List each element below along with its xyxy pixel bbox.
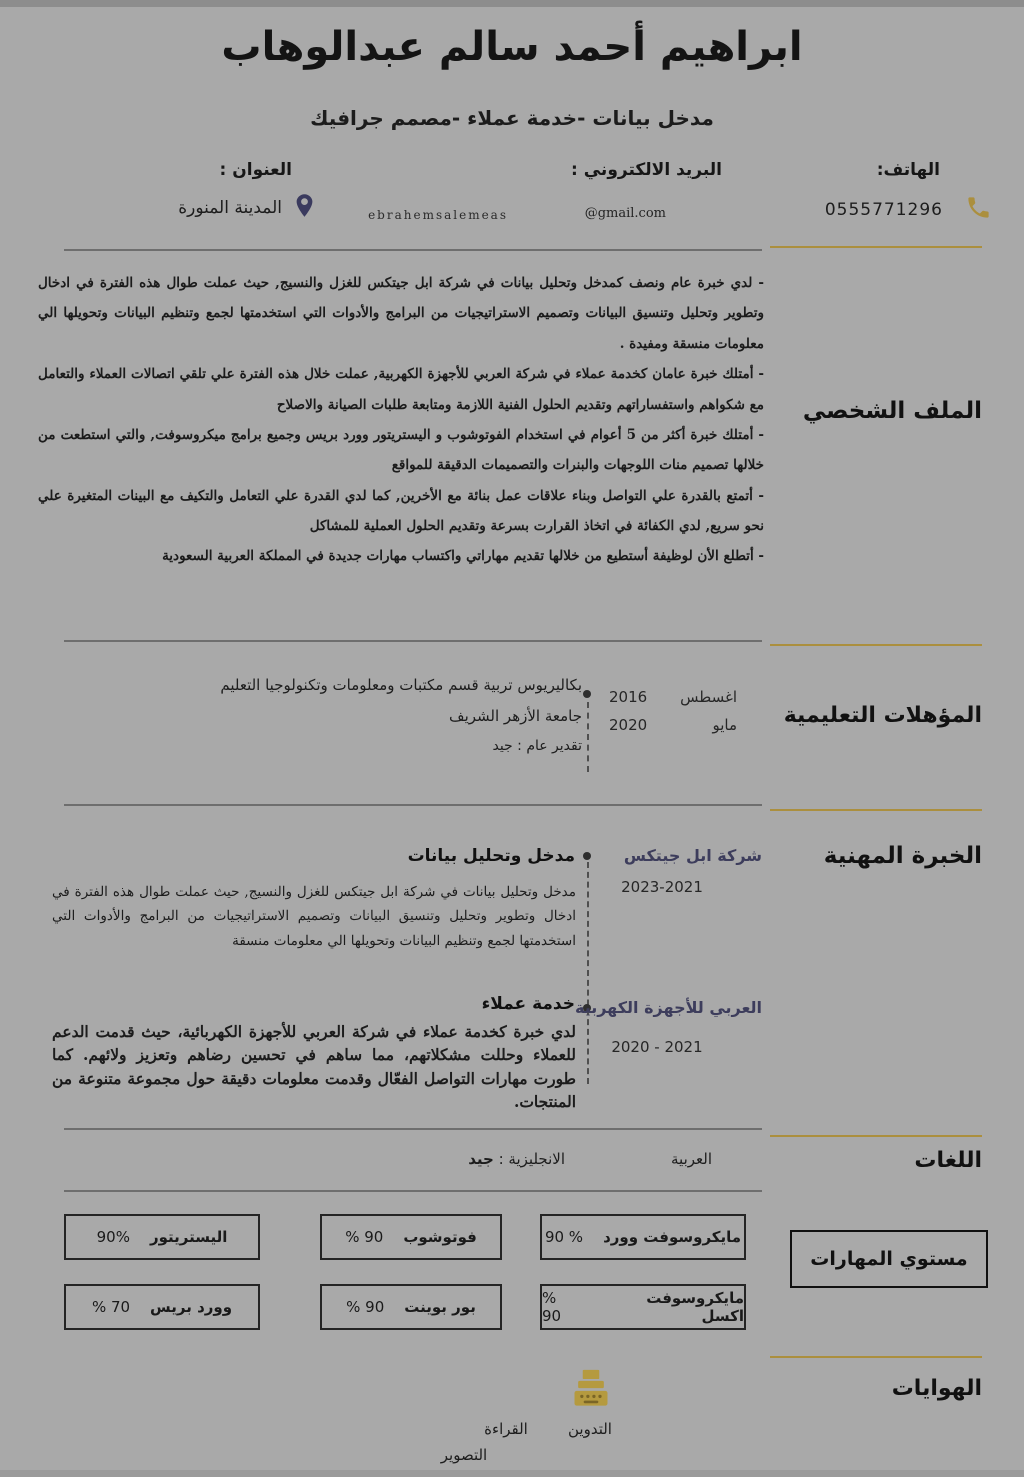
- job-company: العربي للأجهزة الكهربية: [574, 998, 762, 1017]
- education-dates: [609, 688, 737, 744]
- skill-box-photoshop: [320, 1214, 502, 1260]
- job-title: خدمة عملاء: [481, 994, 575, 1014]
- gray-divider: [64, 1190, 762, 1192]
- skill-label: اليستريتور: [149, 1228, 228, 1246]
- skill-label: مايكروسوفت وورد: [603, 1228, 742, 1246]
- gold-divider: [770, 1135, 982, 1137]
- location-pin-icon: [291, 192, 318, 219]
- job-dates: 2023-2021: [621, 878, 703, 896]
- skill-value: % 90: [542, 1289, 562, 1325]
- language-english: [468, 1150, 565, 1168]
- phone-label: الهاتف:: [876, 160, 940, 180]
- section-heading-experience: الخبرة المهنية: [823, 843, 982, 869]
- education-start-month: اغسطس: [680, 688, 737, 706]
- email-label: البريد الالكتروني :: [571, 160, 722, 180]
- skill-value: % 70: [91, 1298, 131, 1316]
- skill-label: بور بوينت: [404, 1298, 476, 1316]
- section-heading-education: المؤهلات التعليمية: [783, 703, 982, 728]
- timeline-dashed-line: [587, 862, 589, 1084]
- skill-value: 90 %: [544, 1228, 584, 1246]
- skill-box-wordpress: [64, 1284, 260, 1330]
- address-value: المدينة المنورة: [178, 198, 282, 218]
- timeline-dot: [583, 690, 591, 698]
- profile-bullet: - أمتلك خبرة عامان كخدمة عملاء في شركة العربي للأجهزة الكهربية, عملت خلال هذه الفترة علي تلقي اتصالات العملاء والتعامل مع شكواهم واستفساراتهم وتقديم الحلول الفنية اللازمة ومتابعة طلبات الصيانة والاصلاح: [38, 366, 764, 413]
- job-subtitle: مدخل بيانات -خدمة عملاء -مصمم جرافيك: [310, 106, 714, 130]
- phone-value: 0555771296: [824, 200, 943, 220]
- skill-value: % 90: [346, 1298, 385, 1316]
- skill-label: فوتوشوب: [403, 1228, 477, 1246]
- gold-divider: [770, 644, 982, 646]
- job-description: مدخل وتحليل بيانات في شركة ابل جيتكس للغزل والنسيج, حيث عملت طوال هذه الفترة في ادخال وتطوير وتحليل وتنسيق البيانات وتصميم الاستراتيجيات من البرامج والأدوات التي استخدمتها لجمع وتنظيم البيانات وتحويلها الي معلومات منسقة: [52, 884, 576, 949]
- language-english-label: الانجليزية :: [498, 1150, 565, 1168]
- profile-bullet: - لدي خبرة عام ونصف كمدخل وتحليل بيانات في شركة ابل جيتكس للغزل والنسيج, حيث عملت طوال هذه الفترة في ادخال وتطوير وتحليل وتنسيق البيانات وتصميم الاستراتيجيات من البرامج والأدوات التي استخدمتها لجمع وتنظيم البيانات وتحويلها الي معلومات منسقة ومفيدة .: [38, 275, 764, 352]
- timeline-dashed-line: [587, 702, 589, 772]
- skill-label: مايكروسوفت اكسل: [646, 1289, 744, 1325]
- gold-divider: [770, 1356, 982, 1358]
- bottom-edge-strip: [0, 1470, 1024, 1477]
- phone-icon: [965, 194, 992, 221]
- language-arabic: العربية: [671, 1150, 712, 1168]
- skill-label: وورد بريس: [150, 1298, 233, 1316]
- skill-box-illustrator: [64, 1214, 260, 1260]
- timeline-dot: [583, 852, 591, 860]
- gray-divider: [64, 249, 762, 251]
- hobby-reading: القراءة: [484, 1420, 528, 1438]
- education-end-year: 2020: [609, 716, 648, 734]
- section-heading-skills: مستوي المهارات: [790, 1230, 988, 1288]
- skill-value: 90%: [96, 1228, 130, 1246]
- top-edge-strip: [0, 0, 1024, 7]
- job-company: شركة ابل جيتكس: [623, 846, 762, 865]
- gray-divider: [64, 1128, 762, 1130]
- gray-divider: [64, 640, 762, 642]
- education-degree: بكاليريوس تربية قسم مكتبات ومعلومات وتكنولوجيا التعليم: [220, 676, 582, 694]
- education-grade: تقدير عام : جيد: [492, 738, 582, 754]
- skill-box-powerpoint: [320, 1284, 502, 1330]
- skill-box-ms-excel: [540, 1284, 746, 1330]
- section-heading-languages: اللغات: [914, 1148, 982, 1173]
- education-details: [70, 676, 582, 754]
- profile-bullets: [38, 268, 764, 572]
- email-user: ebrahemsalemeas: [368, 208, 508, 222]
- page-title: ابراهيم أحمد سالم عبدالوهاب: [221, 24, 803, 70]
- address-label: العنوان :: [219, 160, 292, 180]
- hobby-photography: التصوير: [440, 1446, 488, 1464]
- education-university: جامعة الأزهر الشريف: [449, 707, 582, 725]
- skill-box-ms-word: [540, 1214, 746, 1260]
- profile-bullet: - أتمتع بالقدرة علي التواصل وبناء علاقات عمل بنائة مع الأخرين, كما لدي القدرة علي التعامل والتكيف مع البينات المتغيرة علي نحو سريع, لدي الكفائة في اتخاذ القرارت بسرعة وتقديم الحلول العملية للمشاكل: [38, 487, 764, 534]
- education-end-month: مايو: [712, 716, 737, 734]
- email-domain: @gmail.com: [584, 206, 666, 221]
- job-title: مدخل وتحليل بيانات: [407, 846, 575, 866]
- gold-divider: [770, 809, 982, 811]
- language-english-level: جيد: [468, 1150, 494, 1168]
- gold-divider: [770, 246, 982, 248]
- job-description: لدي خبرة كخدمة عملاء في شركة العربي للأجهزة الكهربائية، حيث قدمت الدعم للعملاء وحللت مشكلاتهم، مما ساهم في تحسين رضاهم وتعزيز ولائهم. كما طورت مهارات التواصل الفعّال وقدمت معلومات دقيقة حول مجموعة متنوعة من المنتجات.: [52, 1022, 576, 1111]
- profile-bullet: - أتطلع الأن لوظيفة أستطيع من خلالها تقديم مهاراتي واكتساب مهارات جديدة في المملكة العربية السعودية: [162, 548, 764, 565]
- section-heading-hobbies: الهوايات: [891, 1376, 982, 1401]
- hobby-writing: التدوين: [568, 1420, 612, 1438]
- job-dates: 2020 - 2021: [611, 1038, 703, 1056]
- profile-bullet: - أمتلك خبرة أكثر من 5 أعوام في استخدام الفوتوشوب و اليستريتور وورد بريس وجميع برامج ميكروسوفت, والتي استطعت من خلالها تصميم منات اللوجهات والبنرات والتصميمات الدقيقة للمواقع: [38, 426, 764, 474]
- gray-divider: [64, 804, 762, 806]
- typewriter-icon: [568, 1368, 614, 1412]
- section-heading-profile: الملف الشخصي: [802, 398, 982, 424]
- skill-value: % 90: [345, 1228, 384, 1246]
- education-start-year: 2016: [609, 688, 648, 706]
